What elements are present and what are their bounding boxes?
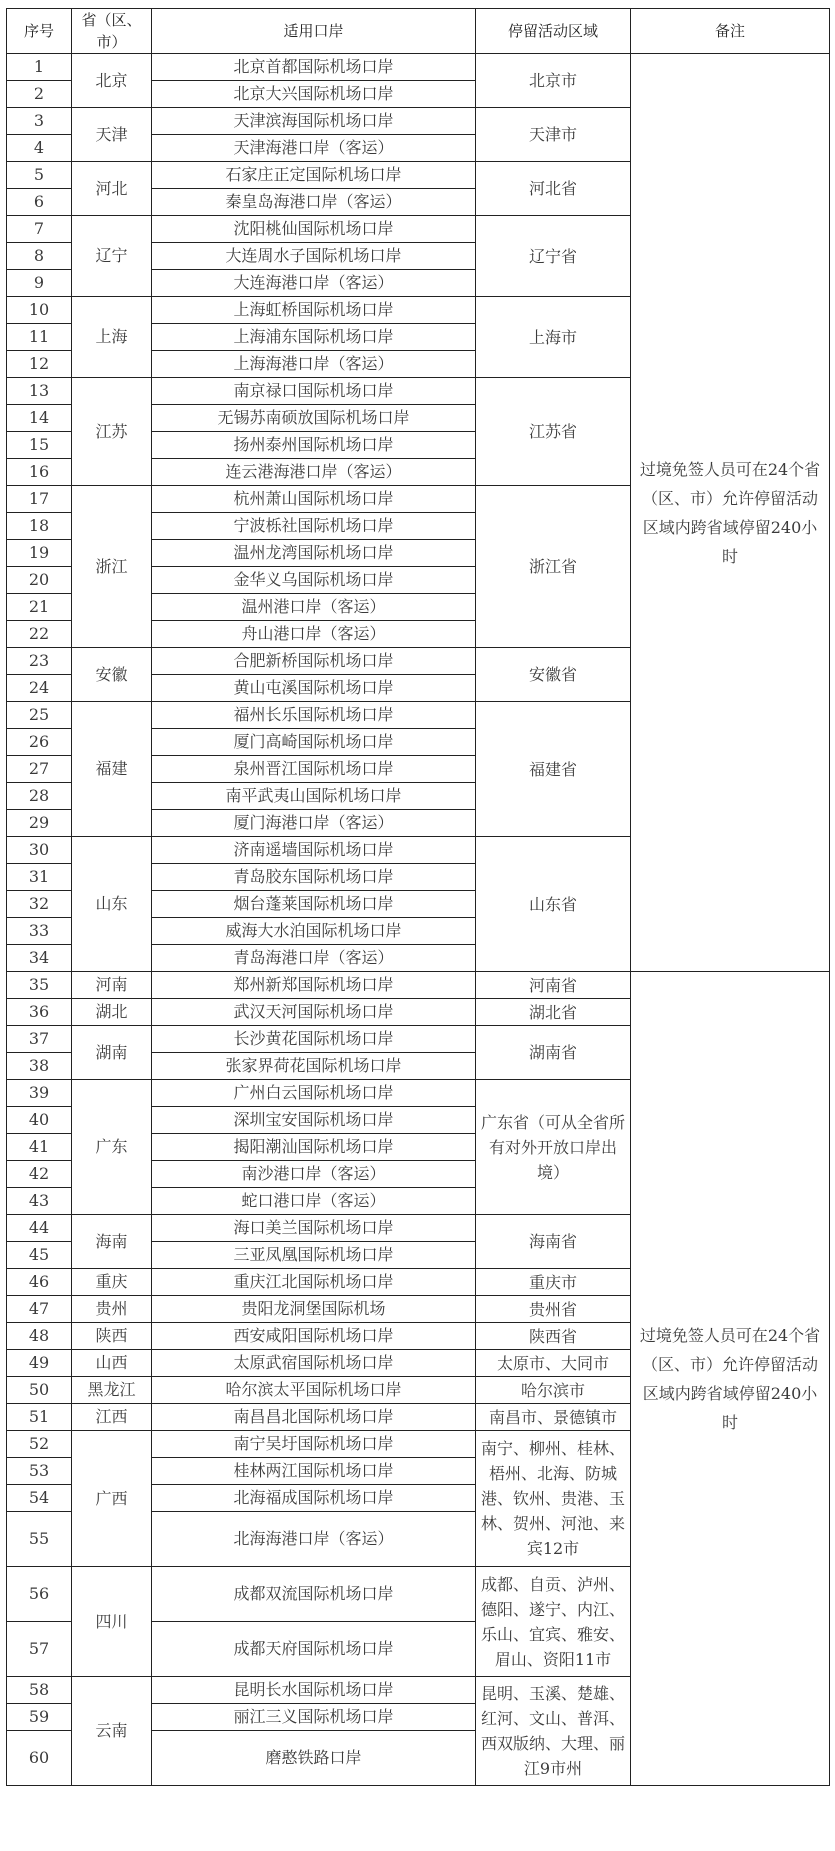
row-number: 43 [7,1188,72,1215]
row-number: 34 [7,945,72,972]
header-province: 省（区、市） [72,9,152,54]
port-name: 沈阳桃仙国际机场口岸 [152,216,476,243]
row-number: 21 [7,594,72,621]
row-number: 11 [7,324,72,351]
port-name: 秦皇岛海港口岸（客运） [152,189,476,216]
row-number: 58 [7,1677,72,1704]
province-cell: 广东 [72,1080,152,1215]
row-number: 7 [7,216,72,243]
port-name: 黄山屯溪国际机场口岸 [152,675,476,702]
header-region: 停留活动区域 [476,9,631,54]
region-cell: 河南省 [476,972,631,999]
row-number: 57 [7,1622,72,1677]
region-cell: 北京市 [476,54,631,108]
port-name: 石家庄正定国际机场口岸 [152,162,476,189]
port-name: 南平武夷山国际机场口岸 [152,783,476,810]
port-name: 青岛海港口岸（客运） [152,945,476,972]
table-body [7,54,830,1786]
row-number: 6 [7,189,72,216]
port-name: 北京大兴国际机场口岸 [152,81,476,108]
row-number: 45 [7,1242,72,1269]
province-cell: 江苏 [72,378,152,486]
row-number: 37 [7,1026,72,1053]
province-cell: 重庆 [72,1269,152,1296]
row-number: 48 [7,1323,72,1350]
port-name: 成都双流国际机场口岸 [152,1567,476,1622]
row-number: 28 [7,783,72,810]
row-number: 52 [7,1431,72,1458]
port-name: 上海虹桥国际机场口岸 [152,297,476,324]
row-number: 44 [7,1215,72,1242]
port-name: 温州港口岸（客运） [152,594,476,621]
port-name: 武汉天河国际机场口岸 [152,999,476,1026]
row-number: 29 [7,810,72,837]
province-cell: 广西 [72,1431,152,1567]
port-name: 南京禄口国际机场口岸 [152,378,476,405]
port-name: 宁波栎社国际机场口岸 [152,513,476,540]
row-number: 20 [7,567,72,594]
province-cell: 四川 [72,1567,152,1677]
row-number: 14 [7,405,72,432]
row-number: 5 [7,162,72,189]
row-number: 49 [7,1350,72,1377]
row-number: 10 [7,297,72,324]
port-name: 桂林两江国际机场口岸 [152,1458,476,1485]
row-number: 46 [7,1269,72,1296]
row-number: 60 [7,1731,72,1786]
province-cell: 黑龙江 [72,1377,152,1404]
table-row [7,972,830,999]
port-name: 太原武宿国际机场口岸 [152,1350,476,1377]
row-number: 42 [7,1161,72,1188]
port-name: 上海浦东国际机场口岸 [152,324,476,351]
port-name: 成都天府国际机场口岸 [152,1622,476,1677]
row-number: 23 [7,648,72,675]
region-cell: 海南省 [476,1215,631,1269]
row-number: 33 [7,918,72,945]
region-cell: 安徽省 [476,648,631,702]
region-cell: 湖南省 [476,1026,631,1080]
province-cell: 浙江 [72,486,152,648]
province-cell: 辽宁 [72,216,152,297]
row-number: 1 [7,54,72,81]
row-number: 31 [7,864,72,891]
region-cell: 河北省 [476,162,631,216]
row-number: 59 [7,1704,72,1731]
port-name: 金华义乌国际机场口岸 [152,567,476,594]
row-number: 18 [7,513,72,540]
region-cell: 辽宁省 [476,216,631,297]
region-cell: 广东省（可从全省所有对外开放口岸出境） [476,1080,631,1215]
port-name: 张家界荷花国际机场口岸 [152,1053,476,1080]
port-name: 南沙港口岸（客运） [152,1161,476,1188]
province-cell: 海南 [72,1215,152,1269]
row-number: 24 [7,675,72,702]
row-number: 35 [7,972,72,999]
port-name: 北海福成国际机场口岸 [152,1485,476,1512]
port-name: 哈尔滨太平国际机场口岸 [152,1377,476,1404]
table-row [7,54,830,81]
port-name: 杭州萧山国际机场口岸 [152,486,476,513]
port-name: 广州白云国际机场口岸 [152,1080,476,1107]
region-cell: 重庆市 [476,1269,631,1296]
header-index: 序号 [7,9,72,54]
row-number: 12 [7,351,72,378]
region-cell: 太原市、大同市 [476,1350,631,1377]
port-name: 烟台蓬莱国际机场口岸 [152,891,476,918]
port-name: 连云港海港口岸（客运） [152,459,476,486]
port-name: 南昌昌北国际机场口岸 [152,1404,476,1431]
row-number: 36 [7,999,72,1026]
row-number: 51 [7,1404,72,1431]
port-name: 重庆江北国际机场口岸 [152,1269,476,1296]
row-number: 26 [7,729,72,756]
port-name: 大连周水子国际机场口岸 [152,243,476,270]
row-number: 54 [7,1485,72,1512]
row-number: 4 [7,135,72,162]
province-cell: 湖南 [72,1026,152,1080]
province-cell: 河北 [72,162,152,216]
header-port: 适用口岸 [152,9,476,54]
row-number: 3 [7,108,72,135]
port-name: 青岛胶东国际机场口岸 [152,864,476,891]
port-name: 济南遥墙国际机场口岸 [152,837,476,864]
port-name: 威海大水泊国际机场口岸 [152,918,476,945]
province-cell: 湖北 [72,999,152,1026]
port-name: 三亚凤凰国际机场口岸 [152,1242,476,1269]
region-cell: 哈尔滨市 [476,1377,631,1404]
row-number: 38 [7,1053,72,1080]
province-cell: 贵州 [72,1296,152,1323]
province-cell: 河南 [72,972,152,999]
port-name: 天津海港口岸（客运） [152,135,476,162]
port-name: 扬州泰州国际机场口岸 [152,432,476,459]
province-cell: 安徽 [72,648,152,702]
province-cell: 陕西 [72,1323,152,1350]
port-name: 海口美兰国际机场口岸 [152,1215,476,1242]
port-name: 舟山港口岸（客运） [152,621,476,648]
row-number: 50 [7,1377,72,1404]
row-number: 9 [7,270,72,297]
port-name: 磨憨铁路口岸 [152,1731,476,1786]
region-cell: 贵州省 [476,1296,631,1323]
region-cell: 陕西省 [476,1323,631,1350]
row-number: 55 [7,1512,72,1567]
province-cell: 福建 [72,702,152,837]
region-cell: 天津市 [476,108,631,162]
row-number: 39 [7,1080,72,1107]
remark-cell: 过境免签人员可在24个省（区、市）允许停留活动区域内跨省域停留240小时 [631,54,830,972]
row-number: 8 [7,243,72,270]
row-number: 40 [7,1107,72,1134]
port-name: 上海海港口岸（客运） [152,351,476,378]
province-cell: 江西 [72,1404,152,1431]
port-name: 丽江三义国际机场口岸 [152,1704,476,1731]
port-name: 福州长乐国际机场口岸 [152,702,476,729]
region-cell: 南宁、柳州、桂林、梧州、北海、防城港、钦州、贵港、玉林、贺州、河池、来宾12市 [476,1431,631,1567]
row-number: 27 [7,756,72,783]
region-cell: 南昌市、景德镇市 [476,1404,631,1431]
port-name: 天津滨海国际机场口岸 [152,108,476,135]
port-name: 蛇口港口岸（客运） [152,1188,476,1215]
row-number: 41 [7,1134,72,1161]
region-cell: 湖北省 [476,999,631,1026]
port-name: 厦门高崎国际机场口岸 [152,729,476,756]
remark-cell: 过境免签人员可在24个省（区、市）允许停留活动区域内跨省域停留240小时 [631,972,830,1786]
port-name: 厦门海港口岸（客运） [152,810,476,837]
province-cell: 云南 [72,1677,152,1786]
row-number: 53 [7,1458,72,1485]
header-row [7,9,830,54]
port-name: 深圳宝安国际机场口岸 [152,1107,476,1134]
port-name: 昆明长水国际机场口岸 [152,1677,476,1704]
row-number: 47 [7,1296,72,1323]
port-name: 郑州新郑国际机场口岸 [152,972,476,999]
row-number: 13 [7,378,72,405]
port-name: 北京首都国际机场口岸 [152,54,476,81]
row-number: 25 [7,702,72,729]
province-cell: 天津 [72,108,152,162]
header-remark: 备注 [631,9,830,54]
row-number: 30 [7,837,72,864]
row-number: 16 [7,459,72,486]
port-name: 南宁吴圩国际机场口岸 [152,1431,476,1458]
port-name: 贵阳龙洞堡国际机场 [152,1296,476,1323]
row-number: 19 [7,540,72,567]
province-cell: 上海 [72,297,152,378]
row-number: 22 [7,621,72,648]
port-name: 合肥新桥国际机场口岸 [152,648,476,675]
region-cell: 上海市 [476,297,631,378]
port-name: 大连海港口岸（客运） [152,270,476,297]
row-number: 32 [7,891,72,918]
region-cell: 成都、自贡、泸州、德阳、遂宁、内江、乐山、宜宾、雅安、眉山、资阳11市 [476,1567,631,1677]
region-cell: 山东省 [476,837,631,972]
port-name: 长沙黄花国际机场口岸 [152,1026,476,1053]
province-cell: 北京 [72,54,152,108]
port-name: 温州龙湾国际机场口岸 [152,540,476,567]
port-name: 西安咸阳国际机场口岸 [152,1323,476,1350]
province-cell: 山西 [72,1350,152,1377]
row-number: 17 [7,486,72,513]
row-number: 56 [7,1567,72,1622]
region-cell: 福建省 [476,702,631,837]
region-cell: 江苏省 [476,378,631,486]
region-cell: 浙江省 [476,486,631,648]
port-name: 无锡苏南硕放国际机场口岸 [152,405,476,432]
row-number: 15 [7,432,72,459]
region-cell: 昆明、玉溪、楚雄、红河、文山、普洱、西双版纳、大理、丽江9市州 [476,1677,631,1786]
row-number: 2 [7,81,72,108]
port-name: 泉州晋江国际机场口岸 [152,756,476,783]
port-name: 北海海港口岸（客运） [152,1512,476,1567]
visa-free-ports-table [6,8,830,1786]
port-name: 揭阳潮汕国际机场口岸 [152,1134,476,1161]
province-cell: 山东 [72,837,152,972]
